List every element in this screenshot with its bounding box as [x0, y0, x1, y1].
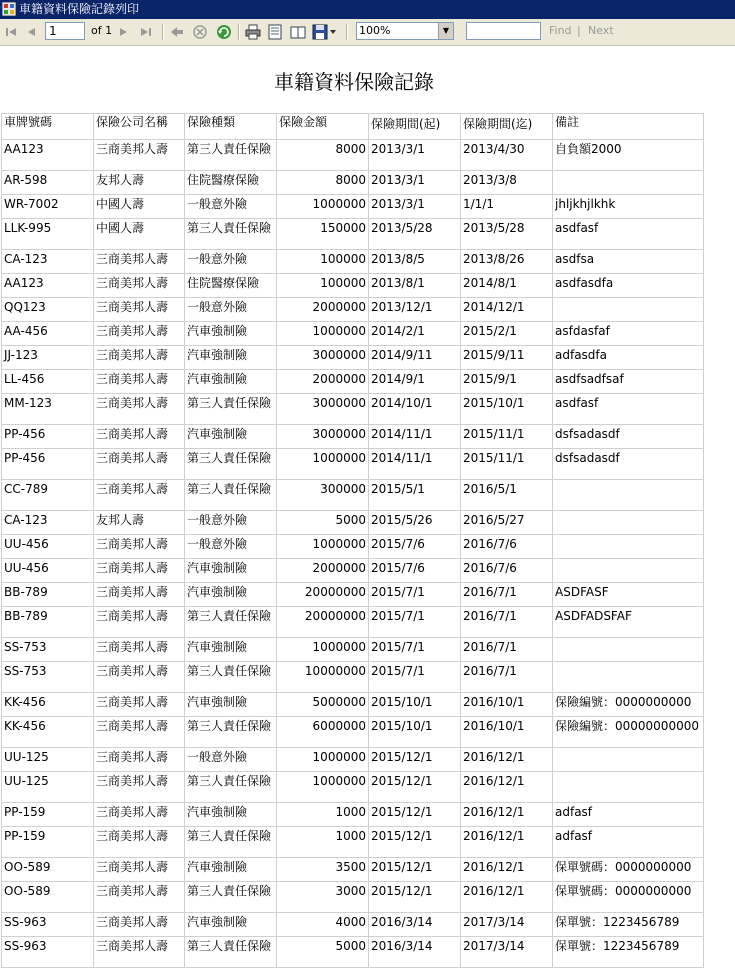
table-row	[2, 748, 704, 772]
table-cell: 保單號：1223456789	[553, 913, 704, 937]
table-cell: 2013/3/8	[461, 171, 553, 195]
table-cell: 2015/5/26	[369, 511, 461, 535]
column-header: 保險期間(迄)	[461, 114, 553, 140]
table-cell: 2017/3/14	[461, 913, 553, 937]
table-cell: 第三人責任保險	[185, 937, 277, 968]
table-cell: adfasf	[553, 827, 704, 858]
table-cell: 2016/7/6	[461, 559, 553, 583]
table-cell: 2014/12/1	[461, 298, 553, 322]
table-cell: 2013/5/28	[461, 219, 553, 250]
table-cell: 2013/4/30	[461, 140, 553, 171]
table-cell	[553, 298, 704, 322]
table-cell: WR-7002	[2, 195, 94, 219]
table-cell: 三商美邦人壽	[94, 559, 185, 583]
table-cell: 2016/12/1	[461, 772, 553, 803]
toolbar-separator	[346, 24, 348, 40]
table-cell: 2014/10/1	[369, 394, 461, 425]
table-cell: dsfsadasdf	[553, 449, 704, 480]
table-cell: 2016/7/1	[461, 638, 553, 662]
chevron-down-icon[interactable]: ▼	[438, 23, 453, 39]
table-cell: BB-789	[2, 583, 94, 607]
table-cell: 三商美邦人壽	[94, 882, 185, 913]
stop-icon[interactable]	[192, 23, 208, 41]
table-cell: 三商美邦人壽	[94, 748, 185, 772]
table-cell: 2015/12/1	[369, 748, 461, 772]
table-cell: 2015/7/1	[369, 638, 461, 662]
table-cell: 三商美邦人壽	[94, 772, 185, 803]
table-cell: 一般意外險	[185, 298, 277, 322]
table-cell: 三商美邦人壽	[94, 913, 185, 937]
table-row	[2, 511, 704, 535]
table-cell: 汽車強制險	[185, 583, 277, 607]
table-cell: 2016/12/1	[461, 803, 553, 827]
table-cell: 2016/10/1	[461, 717, 553, 748]
page-setup-icon[interactable]	[289, 23, 307, 41]
table-row	[2, 772, 704, 803]
table-cell: 20000000	[277, 583, 369, 607]
table-cell: 三商美邦人壽	[94, 480, 185, 511]
table-cell: 3000000	[277, 425, 369, 449]
table-row	[2, 662, 704, 693]
refresh-icon[interactable]	[215, 23, 233, 41]
back-icon[interactable]	[169, 23, 185, 41]
table-row	[2, 250, 704, 274]
table-cell: LLK-995	[2, 219, 94, 250]
table-cell: 100000	[277, 274, 369, 298]
table-cell: asdfasdfa	[553, 274, 704, 298]
table-cell: ASDFADSFAF	[553, 607, 704, 638]
table-cell: 第三人責任保險	[185, 140, 277, 171]
table-cell: 1/1/1	[461, 195, 553, 219]
print-layout-icon[interactable]	[266, 23, 284, 41]
table-cell: 第三人責任保險	[185, 717, 277, 748]
table-cell: 2016/10/1	[461, 693, 553, 717]
table-cell: 2014/9/1	[369, 370, 461, 394]
table-cell: 5000000	[277, 693, 369, 717]
table-cell: 2014/8/1	[461, 274, 553, 298]
table-cell: 三商美邦人壽	[94, 827, 185, 858]
table-cell: 2015/12/1	[369, 772, 461, 803]
table-cell: 2016/5/1	[461, 480, 553, 511]
table-row	[2, 607, 704, 638]
table-cell: OO-589	[2, 858, 94, 882]
table-cell: UU-456	[2, 535, 94, 559]
table-cell: 2015/7/6	[369, 535, 461, 559]
table-cell: 2000000	[277, 559, 369, 583]
table-cell: 保單號：1223456789	[553, 937, 704, 968]
table-row	[2, 298, 704, 322]
table-cell	[553, 535, 704, 559]
table-cell	[553, 748, 704, 772]
table-cell: 保單號碼：0000000000	[553, 858, 704, 882]
table-row	[2, 346, 704, 370]
table-cell: 2016/5/27	[461, 511, 553, 535]
table-cell: 3500	[277, 858, 369, 882]
table-cell: 第三人責任保險	[185, 219, 277, 250]
column-header: 保險金額	[277, 114, 369, 140]
table-cell: 2016/7/1	[461, 607, 553, 638]
find-next-separator: |	[577, 24, 581, 37]
table-row	[2, 858, 704, 882]
table-cell: 友邦人壽	[94, 511, 185, 535]
table-cell: ASDFASF	[553, 583, 704, 607]
table-cell: 2013/12/1	[369, 298, 461, 322]
table-cell: 汽車強制險	[185, 858, 277, 882]
table-cell: 2015/11/1	[461, 425, 553, 449]
table-cell: 2016/12/1	[461, 827, 553, 858]
table-cell: 2013/3/1	[369, 140, 461, 171]
table-cell: 2013/3/1	[369, 195, 461, 219]
table-row	[2, 882, 704, 913]
table-cell: 三商美邦人壽	[94, 858, 185, 882]
page-count-label: of 1	[91, 24, 113, 37]
table-cell: 1000000	[277, 195, 369, 219]
table-row	[2, 913, 704, 937]
table-cell: SS-963	[2, 913, 94, 937]
table-cell: 4000	[277, 913, 369, 937]
table-cell: 2016/7/1	[461, 662, 553, 693]
table-cell: 1000000	[277, 449, 369, 480]
column-header: 保險種類	[185, 114, 277, 140]
table-cell: 中國人壽	[94, 195, 185, 219]
table-cell: QQ123	[2, 298, 94, 322]
table-cell: 一般意外險	[185, 511, 277, 535]
table-row	[2, 274, 704, 298]
table-cell: 10000000	[277, 662, 369, 693]
table-cell: 三商美邦人壽	[94, 583, 185, 607]
table-cell: CA-123	[2, 511, 94, 535]
column-header: 保險期間(起)	[369, 114, 461, 140]
table-row	[2, 583, 704, 607]
next-page-icon[interactable]	[117, 23, 131, 41]
last-page-icon[interactable]	[139, 23, 153, 41]
toolbar-separator	[238, 24, 240, 40]
find-next-button[interactable]: Next	[588, 24, 614, 37]
table-cell: 汽車強制險	[185, 913, 277, 937]
column-header: 車牌號碼	[2, 114, 94, 140]
table-row	[2, 827, 704, 858]
report-title: 車籍資料保險記錄	[274, 70, 434, 94]
table-cell: 2015/5/1	[369, 480, 461, 511]
table-cell: 6000000	[277, 717, 369, 748]
table-cell: 三商美邦人壽	[94, 662, 185, 693]
column-header: 保險公司名稱	[94, 114, 185, 140]
column-header: 備註	[553, 114, 704, 140]
report-page	[0, 46, 735, 955]
table-cell: 2015/7/1	[369, 583, 461, 607]
table-cell: 三商美邦人壽	[94, 937, 185, 968]
table-cell: 2014/2/1	[369, 322, 461, 346]
table-cell: 2015/7/1	[369, 607, 461, 638]
table-cell: asfdasfaf	[553, 322, 704, 346]
table-cell: 5000	[277, 937, 369, 968]
table-cell: 一般意外險	[185, 250, 277, 274]
table-cell: 100000	[277, 250, 369, 274]
table-cell: 三商美邦人壽	[94, 250, 185, 274]
table-cell: 住院醫療保險	[185, 171, 277, 195]
table-cell: 2016/7/1	[461, 583, 553, 607]
previous-page-icon[interactable]	[24, 23, 38, 41]
table-cell	[553, 480, 704, 511]
table-cell	[553, 662, 704, 693]
table-cell: 三商美邦人壽	[94, 298, 185, 322]
table-cell: 8000	[277, 140, 369, 171]
table-cell: JJ-123	[2, 346, 94, 370]
table-cell: 2013/5/28	[369, 219, 461, 250]
table-cell: 300000	[277, 480, 369, 511]
table-cell: 2015/10/1	[369, 693, 461, 717]
table-cell: 20000000	[277, 607, 369, 638]
table-cell: 三商美邦人壽	[94, 425, 185, 449]
table-cell: AA123	[2, 274, 94, 298]
table-cell: 5000	[277, 511, 369, 535]
table-cell: 汽車強制險	[185, 370, 277, 394]
table-cell: 汽車強制險	[185, 322, 277, 346]
table-cell: 2016/12/1	[461, 858, 553, 882]
table-cell: PP-456	[2, 449, 94, 480]
table-cell: 汽車強制險	[185, 693, 277, 717]
table-cell: dsfsadasdf	[553, 425, 704, 449]
table-cell: asdfasf	[553, 394, 704, 425]
table-cell: 2016/3/14	[369, 937, 461, 968]
table-cell: 保單號碼：0000000000	[553, 882, 704, 913]
table-cell: CC-789	[2, 480, 94, 511]
table-cell: 友邦人壽	[94, 171, 185, 195]
table-cell: 三商美邦人壽	[94, 346, 185, 370]
table-cell: 2016/7/6	[461, 535, 553, 559]
table-row	[2, 693, 704, 717]
table-row	[2, 717, 704, 748]
table-cell: 三商美邦人壽	[94, 803, 185, 827]
table-cell: 第三人責任保險	[185, 827, 277, 858]
table-row	[2, 219, 704, 250]
table-cell: 三商美邦人壽	[94, 140, 185, 171]
table-cell	[553, 772, 704, 803]
app-icon	[2, 2, 16, 16]
table-row	[2, 449, 704, 480]
table-cell: adfasdfa	[553, 346, 704, 370]
table-row	[2, 425, 704, 449]
table-cell: 1000000	[277, 535, 369, 559]
toolbar-separator	[162, 24, 164, 40]
table-row	[2, 535, 704, 559]
table-cell: PP-159	[2, 803, 94, 827]
table-cell	[553, 559, 704, 583]
first-page-icon[interactable]	[4, 23, 18, 41]
zoom-value: 100%	[359, 24, 391, 37]
table-cell: LL-456	[2, 370, 94, 394]
table-cell: KK-456	[2, 693, 94, 717]
table-cell: 3000000	[277, 346, 369, 370]
table-cell: 第三人責任保險	[185, 449, 277, 480]
table-row	[2, 394, 704, 425]
table-cell: 保險編號：0000000000	[553, 693, 704, 717]
table-cell: asdfsadfsaf	[553, 370, 704, 394]
table-cell: PP-456	[2, 425, 94, 449]
table-cell: 三商美邦人壽	[94, 394, 185, 425]
table-cell: 一般意外險	[185, 195, 277, 219]
table-cell: 2017/3/14	[461, 937, 553, 968]
table-cell: 1000	[277, 827, 369, 858]
table-cell: 2000000	[277, 298, 369, 322]
table-cell: 2015/12/1	[369, 803, 461, 827]
table-cell: 2015/12/1	[369, 858, 461, 882]
table-cell: 保險編號：00000000000	[553, 717, 704, 748]
table-cell: 2016/3/14	[369, 913, 461, 937]
table-cell: 2015/9/11	[461, 346, 553, 370]
export-icon[interactable]	[311, 23, 339, 41]
zoom-select[interactable]	[356, 22, 454, 40]
table-row	[2, 638, 704, 662]
insurance-table	[1, 113, 704, 968]
table-row	[2, 322, 704, 346]
table-cell: 2015/7/6	[369, 559, 461, 583]
table-cell: 2000000	[277, 370, 369, 394]
table-cell: 2014/9/11	[369, 346, 461, 370]
table-cell: SS-753	[2, 638, 94, 662]
table-cell: 三商美邦人壽	[94, 693, 185, 717]
find-input[interactable]	[466, 22, 541, 40]
table-cell: 1000	[277, 803, 369, 827]
table-cell: AA123	[2, 140, 94, 171]
table-cell: UU-456	[2, 559, 94, 583]
table-cell: AR-598	[2, 171, 94, 195]
table-row	[2, 559, 704, 583]
table-cell: 住院醫療保險	[185, 274, 277, 298]
page-number-input[interactable]: 1	[45, 22, 85, 40]
table-row	[2, 803, 704, 827]
table-cell: 自負額2000	[553, 140, 704, 171]
table-cell: adfasf	[553, 803, 704, 827]
table-cell: 2013/8/1	[369, 274, 461, 298]
table-cell: BB-789	[2, 607, 94, 638]
table-cell: CA-123	[2, 250, 94, 274]
table-cell: 中國人壽	[94, 219, 185, 250]
table-cell: 1000000	[277, 772, 369, 803]
table-cell: 2015/7/1	[369, 662, 461, 693]
table-cell: 三商美邦人壽	[94, 717, 185, 748]
window-titlebar	[0, 0, 735, 19]
table-cell: 2015/12/1	[369, 827, 461, 858]
table-cell: 2013/3/1	[369, 171, 461, 195]
table-cell: 第三人責任保險	[185, 394, 277, 425]
table-cell: 3000000	[277, 394, 369, 425]
table-cell: 2014/11/1	[369, 449, 461, 480]
table-header-row	[2, 114, 704, 140]
table-row	[2, 480, 704, 511]
table-cell: 三商美邦人壽	[94, 638, 185, 662]
table-cell: 第三人責任保險	[185, 480, 277, 511]
table-cell: MM-123	[2, 394, 94, 425]
table-cell: 三商美邦人壽	[94, 274, 185, 298]
table-cell: 三商美邦人壽	[94, 535, 185, 559]
table-cell: 汽車強制險	[185, 346, 277, 370]
table-cell: AA-456	[2, 322, 94, 346]
table-cell: 第三人責任保險	[185, 882, 277, 913]
table-cell: 2015/10/1	[461, 394, 553, 425]
table-cell: 汽車強制險	[185, 638, 277, 662]
table-row	[2, 937, 704, 968]
table-cell: 2013/8/26	[461, 250, 553, 274]
table-cell: 1000000	[277, 748, 369, 772]
table-row	[2, 370, 704, 394]
table-cell: 一般意外險	[185, 535, 277, 559]
table-cell: 三商美邦人壽	[94, 322, 185, 346]
table-cell: PP-159	[2, 827, 94, 858]
table-cell: 汽車強制險	[185, 559, 277, 583]
table-cell	[553, 638, 704, 662]
table-cell: 三商美邦人壽	[94, 370, 185, 394]
table-cell: 2015/9/1	[461, 370, 553, 394]
find-button[interactable]: Find	[549, 24, 572, 37]
table-cell: 8000	[277, 171, 369, 195]
table-cell	[553, 511, 704, 535]
window-title: 車籍資料保險記錄列印	[19, 2, 140, 16]
table-cell: 汽車強制險	[185, 425, 277, 449]
table-cell: 第三人責任保險	[185, 607, 277, 638]
table-cell: 2016/12/1	[461, 882, 553, 913]
table-cell: 150000	[277, 219, 369, 250]
table-cell: jhljkhjlkhk	[553, 195, 704, 219]
table-cell: 第三人責任保險	[185, 772, 277, 803]
table-cell: asdfsa	[553, 250, 704, 274]
table-row	[2, 195, 704, 219]
table-cell: 3000	[277, 882, 369, 913]
table-cell: 1000000	[277, 322, 369, 346]
print-icon[interactable]	[244, 23, 262, 41]
table-cell	[553, 171, 704, 195]
report-toolbar	[0, 19, 735, 46]
table-cell: UU-125	[2, 772, 94, 803]
table-cell: UU-125	[2, 748, 94, 772]
table-cell: OO-589	[2, 882, 94, 913]
table-cell: SS-963	[2, 937, 94, 968]
table-row	[2, 171, 704, 195]
table-cell: 三商美邦人壽	[94, 607, 185, 638]
table-cell: 汽車強制險	[185, 803, 277, 827]
table-cell: KK-456	[2, 717, 94, 748]
table-cell: 2016/12/1	[461, 748, 553, 772]
table-cell: 2013/8/5	[369, 250, 461, 274]
table-row	[2, 140, 704, 171]
table-cell: 2015/11/1	[461, 449, 553, 480]
table-cell: 三商美邦人壽	[94, 449, 185, 480]
table-cell: asdfasf	[553, 219, 704, 250]
table-cell: 2015/10/1	[369, 717, 461, 748]
table-cell: 第三人責任保險	[185, 662, 277, 693]
table-cell: 1000000	[277, 638, 369, 662]
table-cell: 一般意外險	[185, 748, 277, 772]
table-cell: 2014/11/1	[369, 425, 461, 449]
table-cell: 2015/12/1	[369, 882, 461, 913]
table-cell: 2015/2/1	[461, 322, 553, 346]
table-cell: SS-753	[2, 662, 94, 693]
